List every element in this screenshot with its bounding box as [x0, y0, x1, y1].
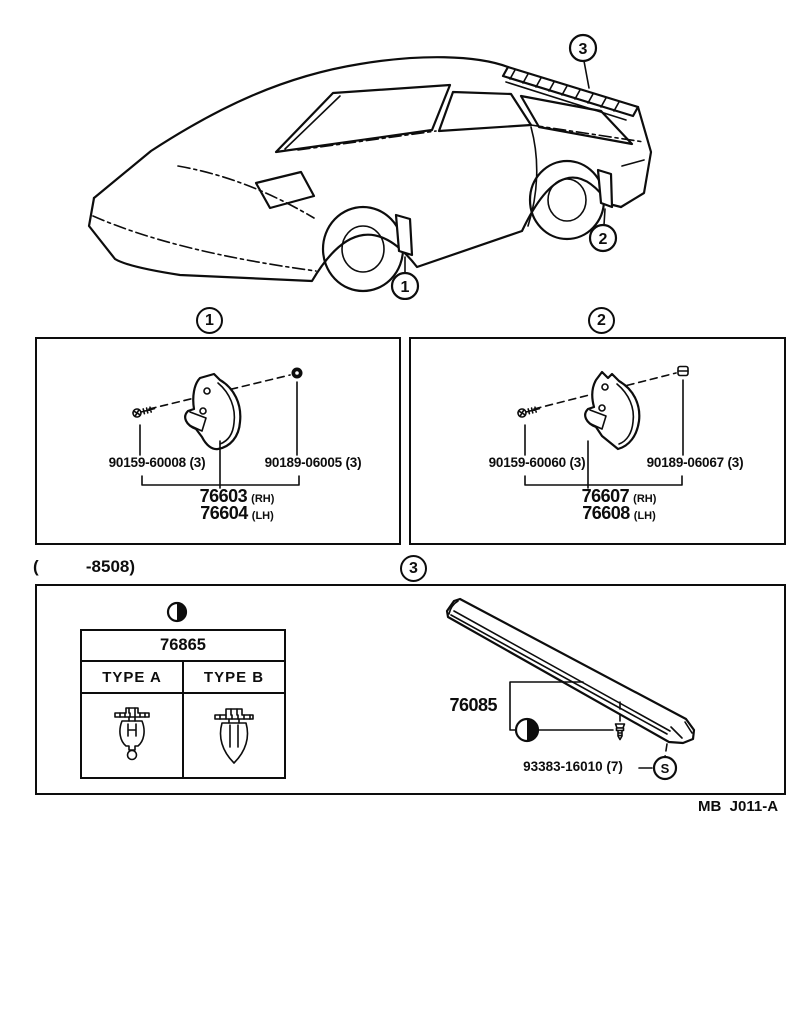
type-a-header: TYPE A — [102, 668, 162, 686]
clip-type-table — [80, 629, 286, 779]
detail-box-front-mudguard — [35, 337, 401, 545]
s-symbol — [654, 757, 676, 779]
car-front-details — [93, 166, 316, 271]
clip-type-a-icon — [112, 705, 152, 767]
applicability-range: ( -8508) — [33, 557, 136, 576]
car-diagram — [60, 30, 680, 300]
type-b-clip-cell — [182, 694, 284, 777]
spoiler-drawing — [447, 599, 694, 743]
svg-text:3: 3 — [578, 41, 588, 58]
grommet-icon — [292, 368, 303, 379]
screw-part-label: 90159-60060 (3) — [488, 455, 586, 470]
car-wheels — [323, 161, 604, 291]
callout-2-header: 2 — [588, 307, 615, 334]
screw-part-label: 90159-60008 (3) — [108, 455, 206, 470]
page-code: MB J011-A — [698, 798, 779, 815]
grommet-icon — [678, 367, 688, 376]
car-glass — [276, 85, 644, 226]
grommet-part-label: 90189-06005 (3) — [264, 455, 362, 470]
clip-type-b-icon — [212, 705, 256, 767]
mudguard-drawing — [185, 374, 240, 449]
callout-1-header: 1 — [196, 307, 223, 334]
spoiler-part-label: 76085 — [449, 695, 497, 715]
clip-screw-part-label: 93383-16010 (7) — [523, 759, 623, 774]
type-a-clip-cell — [82, 694, 182, 777]
clip-part-number: 76865 — [82, 631, 284, 662]
callout-1-car — [392, 273, 418, 299]
svg-text:S: S — [660, 761, 670, 776]
callout-3-car — [570, 35, 596, 88]
screw-icon — [132, 405, 155, 418]
svg-text:2: 2 — [598, 231, 608, 248]
callout-2-car — [590, 225, 616, 251]
half-circle-icon-clip — [516, 719, 538, 741]
detail-box-spoiler — [35, 584, 786, 795]
mudguard-part-lh: 76608 (LH) — [582, 503, 656, 523]
mudguard-part-lh: 76604 (LH) — [200, 503, 274, 523]
mudguard-part-rh: 76603 (RH) — [199, 486, 275, 506]
svg-text:1: 1 — [400, 279, 410, 296]
half-circle-icon — [168, 603, 186, 621]
car-front-mudguard — [396, 215, 412, 273]
screw-icon — [517, 405, 540, 418]
mudguard-part-rh: 76607 (RH) — [581, 486, 657, 506]
callout-3-header: 3 — [400, 555, 427, 582]
clip-screw-icon — [616, 724, 625, 740]
type-b-header: TYPE B — [182, 662, 284, 692]
grommet-part-label: 90189-06067 (3) — [646, 455, 744, 470]
detail-box-rear-mudguard — [409, 337, 786, 545]
